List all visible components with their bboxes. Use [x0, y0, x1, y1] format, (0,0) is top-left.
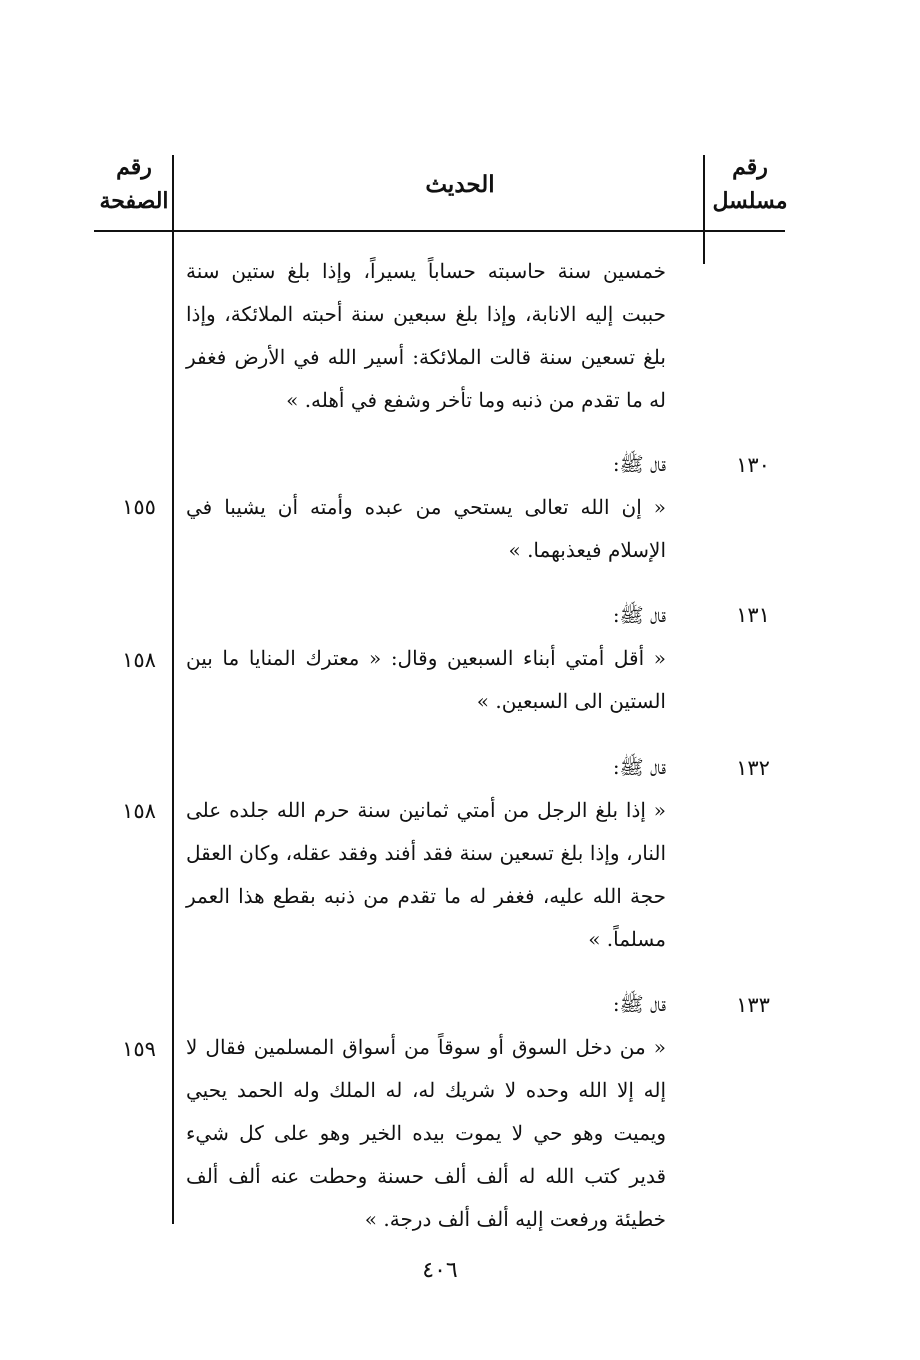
- serial-number-header: [700, 150, 800, 218]
- column-divider-left-header: [172, 155, 174, 230]
- hadith-intro: قال ﷺ:: [612, 452, 666, 476]
- continuation-text: خمسين سنة حاسبته حساباً يسيراً، وإذا بلغ ستين سنة حببت إليه الانابة، وإذا بلغ سبعين سنة أحبته الملائكة، وإذا بلغ تسعين سنة قالت الملائكة: أسير الله في الأرض فغفر له ما تقدم من ذنبه وما تأخر وشفع في أهله. »: [186, 259, 666, 412]
- column-divider-left: [172, 232, 174, 1224]
- serial-number: ١٣١: [736, 603, 770, 627]
- column-divider-right-header: [703, 155, 705, 230]
- page-header-line1: رقم: [116, 154, 152, 180]
- serial-header-line1: رقم: [732, 154, 768, 180]
- hadith-header: الحديث: [425, 171, 495, 198]
- page-reference: ١٥٩: [122, 1037, 156, 1061]
- hadith-intro: قال ﷺ:: [612, 603, 666, 627]
- hadith-text: « إذا بلغ الرجل من أمتي ثمانين سنة حرم الله جلده على النار، وإذا بلغ تسعين سنة فقد أفند وفقد عقله، وكان العقل حجة الله عليه، فغفر له ما تقدم من ذنبه بقطع هذا العمر مسلماً. »: [186, 798, 666, 951]
- page-reference: ١٥٨: [122, 648, 156, 672]
- page-number-header: [84, 150, 184, 218]
- page-reference: ١٥٥: [122, 495, 156, 519]
- page-header-line2: الصفحة: [99, 188, 169, 214]
- hadith-text: « من دخل السوق أو سوقاً من أسواق المسلمين فقال لا إله إلا الله وحده لا شريك له، له الملك وله الحمد يحيي ويميت وهو حي لا يموت بيده الخير وهو على كل شيء قدير كتب الله له ألف ألف حسنة وحطت عنه ألف ألف خطيئة ورفعت إليه ألف ألف درجة. »: [186, 1035, 666, 1231]
- serial-header-line2: مسلسل: [712, 188, 788, 214]
- hadith-text: « إن الله تعالى يستحي من عبده وأمته أن يشيبا في الإسلام فيعذبهما. »: [186, 495, 666, 562]
- serial-number: ١٣٢: [736, 756, 770, 780]
- column-divider-right: [703, 232, 705, 264]
- header-divider: [94, 230, 785, 232]
- serial-number: ١٣٠: [736, 453, 770, 477]
- serial-number: ١٣٣: [736, 993, 770, 1017]
- page-number: ٤٠٦: [422, 1258, 458, 1283]
- page-reference: ١٥٨: [122, 799, 156, 823]
- hadith-text: « أقل أمتي أبناء السبعين وقال: « معترك المنايا ما بين الستين الى السبعين. »: [186, 646, 666, 713]
- hadith-intro: قال ﷺ:: [612, 992, 666, 1016]
- hadith-intro: قال ﷺ:: [612, 755, 666, 779]
